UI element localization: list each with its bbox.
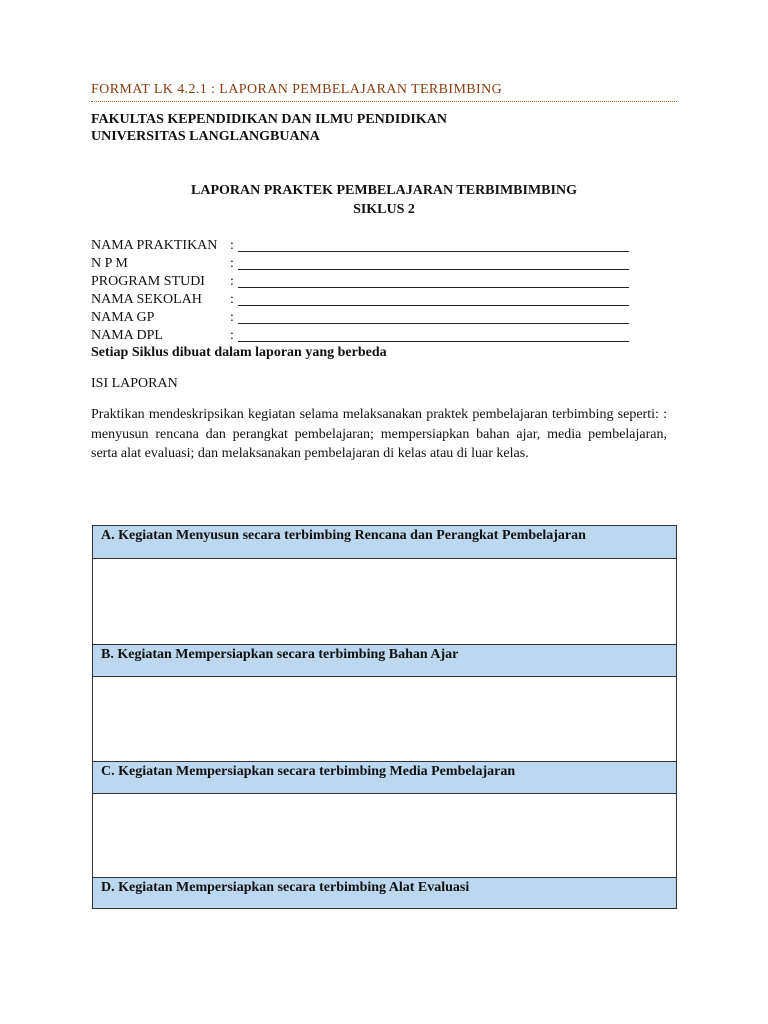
format-title: FORMAT LK 4.2.1 : LAPORAN PEMBELAJARAN TERBIMBING bbox=[91, 82, 677, 102]
section-body-a[interactable] bbox=[93, 559, 676, 645]
field-colon: : bbox=[230, 238, 234, 253]
section-body-c[interactable] bbox=[93, 794, 676, 878]
fill-in-line[interactable] bbox=[238, 341, 629, 342]
report-title-block bbox=[91, 181, 677, 219]
section-header-c: C. Kegiatan Mempersiapkan secara terbimbing Media Pembelajaran bbox=[93, 762, 676, 794]
field-colon: : bbox=[230, 292, 234, 307]
field-colon: : bbox=[230, 328, 234, 343]
report-title: LAPORAN PRAKTEK PEMBELAJARAN TERBIMBIMBING bbox=[191, 183, 577, 198]
faculty-name: FAKULTAS KEPENDIDIKAN DAN ILMU PENDIDIKAN bbox=[91, 112, 447, 127]
field-label: NAMA GP bbox=[91, 310, 155, 325]
fill-in-line[interactable] bbox=[238, 269, 629, 270]
field-label: N P M bbox=[91, 256, 128, 271]
institution-block bbox=[91, 111, 447, 145]
isi-heading: ISI LAPORAN bbox=[91, 376, 178, 391]
field-label: PROGRAM STUDI bbox=[91, 274, 205, 289]
fill-in-line[interactable] bbox=[238, 305, 629, 306]
field-label: NAMA PRAKTIKAN bbox=[91, 238, 218, 253]
field-label: NAMA SEKOLAH bbox=[91, 292, 202, 307]
report-cycle: SIKLUS 2 bbox=[353, 202, 415, 217]
section-body-b[interactable] bbox=[93, 677, 676, 762]
section-header-b: B. Kegiatan Mempersiapkan secara terbimbing Bahan Ajar bbox=[93, 645, 676, 677]
fill-in-line[interactable] bbox=[238, 251, 629, 252]
field-colon: : bbox=[230, 274, 234, 289]
fill-in-line[interactable] bbox=[238, 323, 629, 324]
field-colon: : bbox=[230, 310, 234, 325]
cycle-note: Setiap Siklus dibuat dalam laporan yang berbeda bbox=[91, 345, 387, 360]
activity-table bbox=[92, 525, 677, 909]
field-colon: : bbox=[230, 256, 234, 271]
university-name: UNIVERSITAS LANGLANGBUANA bbox=[91, 129, 320, 144]
fill-in-line[interactable] bbox=[238, 287, 629, 288]
field-label: NAMA DPL bbox=[91, 328, 163, 343]
description-paragraph: Praktikan mendeskripsikan kegiatan selama melaksanakan praktek pembelajaran terbimbing seperti: : menyusun rencana dan perangkat pembelajaran; mempersiapkan bahan ajar, media pembelajaran, serta alat evaluasi; dan melaksanakan pembelajaran di kelas atau di luar kelas. bbox=[91, 407, 667, 461]
section-header-d: D. Kegiatan Mempersiapkan secara terbimbing Alat Evaluasi bbox=[93, 878, 676, 908]
section-header-a: A. Kegiatan Menyusun secara terbimbing Rencana dan Perangkat Pembelajaran bbox=[93, 526, 676, 559]
